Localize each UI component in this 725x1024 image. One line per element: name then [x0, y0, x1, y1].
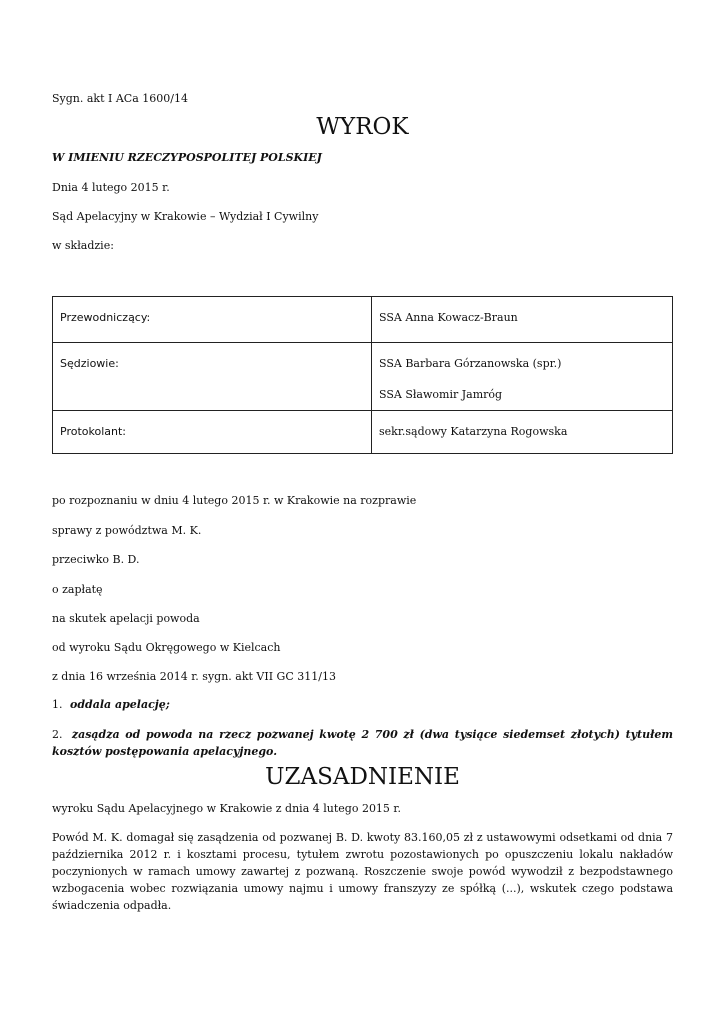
panel-label-judges: Sędziowie: — [53, 343, 372, 411]
ruling-item-text: oddala apelację; — [70, 698, 170, 711]
panel-value-clerk — [372, 411, 673, 454]
panel-table — [52, 296, 673, 454]
panel-value-judges — [372, 343, 673, 411]
ruling-item-text: zasądza od powoda na rzecz pozwanej kwotę 2 700 zł (dwa tysiące siedemset złotych) tytułem kosztów postępowania apelacyjnego. — [52, 728, 673, 758]
judge-name: SSA Anna Kowacz-Braun — [379, 311, 518, 324]
panel-value-presiding — [372, 297, 673, 343]
composition-label: w składzie: — [52, 239, 114, 252]
proceedings-line: od wyroku Sądu Okręgowego w Kielcach — [52, 641, 281, 654]
ruling-item-number: 2. — [52, 728, 63, 741]
proceedings-line: na skutek apelacji powoda — [52, 612, 200, 625]
proceedings-line: po rozpoznaniu w dniu 4 lutego 2015 r. w Krakowie na rozprawie — [52, 494, 417, 507]
proceedings-line: sprawy z powództwa M. K. — [52, 524, 202, 537]
judge-name: SSA Sławomir Jamróg — [379, 388, 503, 401]
table-row — [53, 297, 673, 343]
ruling-item — [52, 726, 673, 760]
panel-label-presiding: Przewodniczący: — [53, 297, 372, 343]
case-signature: Sygn. akt I ACa 1600/14 — [52, 92, 188, 105]
document-title: WYROK — [316, 114, 409, 140]
judge-name: SSA Barbara Górzanowska (spr.) — [379, 357, 562, 370]
document-subtitle: W IMIENIU RZECZYPOSPOLITEJ POLSKIEJ — [52, 151, 322, 164]
table-row — [53, 343, 673, 411]
justification-intro: wyroku Sądu Apelacyjnego w Krakowie z dnia 4 lutego 2015 r. — [52, 802, 401, 815]
ruling-item — [52, 698, 170, 711]
proceedings-line: o zapłatę — [52, 583, 103, 596]
panel-label-clerk: Protokolant: — [53, 411, 372, 454]
ruling-date: Dnia 4 lutego 2015 r. — [52, 181, 170, 194]
proceedings-line: przeciwko B. D. — [52, 553, 140, 566]
proceedings-line: z dnia 16 września 2014 r. sygn. akt VII GC 311/13 — [52, 670, 336, 683]
ruling-item-number: 1. — [52, 698, 63, 711]
table-row — [53, 411, 673, 454]
justification-paragraph: Powód M. K. domagał się zasądzenia od pozwanej B. D. kwoty 83.160,05 zł z ustawowymi odsetkami od dnia 7 października 2012 r. i kosztami procesu, tytułem zwrotu pozostawionych po opuszczeniu lokalu nakładów poczynionych w ramach umowy zawartej z pozwaną. Roszczenie swoje powód wywodził z bezpodstawnego wzbogacenia wobec rozwiązania umowy najmu i umowy franszyzy ze spółką (...), wskutek czego podstawa świadczenia odpadła. — [52, 831, 673, 912]
clerk-name: sekr.sądowy Katarzyna Rogowska — [379, 425, 568, 438]
justification-title: UZASADNIENIE — [265, 764, 460, 790]
court-name: Sąd Apelacyjny w Krakowie – Wydział I Cywilny — [52, 210, 319, 223]
